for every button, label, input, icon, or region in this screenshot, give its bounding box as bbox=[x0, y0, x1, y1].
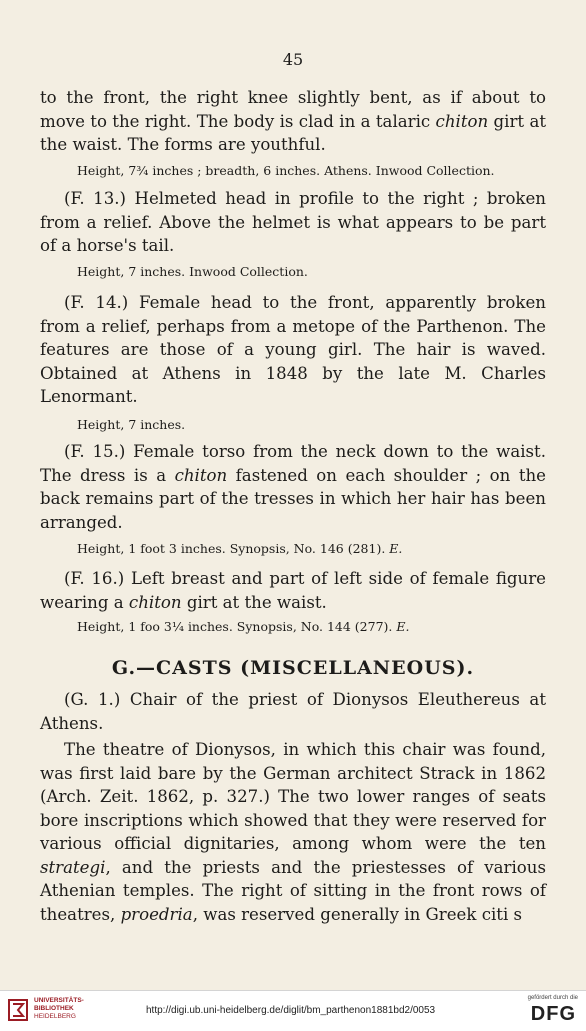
measurement-note: Height, 1 foo 3¼ inches. Synopsis, No. 144 (277). E. bbox=[77, 619, 410, 634]
page-number: 45 bbox=[282, 50, 304, 69]
viewer-footer bbox=[0, 990, 586, 1031]
measurement-note: Height, 7¾ inches ; breadth, 6 inches. Athens. Inwood Collection. bbox=[77, 163, 495, 178]
paragraph: to the front, the right knee slightly bent, as if about to move to the right. The body is clad in a talaric chiton girt at the waist. The forms are youthful. bbox=[40, 88, 547, 154]
measurement-note: Height, 1 foot 3 inches. Synopsis, No. 146 (281). E. bbox=[77, 541, 403, 556]
paragraph: (F. 14.) Female head to the front, apparently broken from a relief, perhaps from a metope of the Parthenon. The features are those of a young girl. The hair is waved. Obtained at Athens in 1848 by the late M. Charles Lenormant. bbox=[40, 293, 546, 406]
measurement-note: Height, 7 inches. Inwood Collection. bbox=[77, 264, 308, 279]
paragraph: (F. 15.) Female torso from the neck down to the waist. The dress is a chiton fastened on each shoulder ; on the back remains part of the tresses in which her hair has been arranged. bbox=[40, 442, 547, 532]
university-library-logo-icon bbox=[8, 999, 28, 1021]
measurement-note: Height, 7 inches. bbox=[77, 417, 186, 432]
paragraph: (F. 13.) Helmeted head in profile to the right ; broken from a relief. Above the helmet is what appears to be part of a horse's tail. bbox=[40, 189, 546, 255]
dfg-logo: DFG bbox=[530, 1003, 576, 1025]
sponsor-caption: gefördert durch die bbox=[527, 995, 578, 1001]
institution-name: UNIVERSITÄTS- BIBLIOTHEK HEIDELBERG bbox=[34, 997, 84, 1020]
section-heading: G.—CASTS (MISCELLANEOUS). bbox=[111, 657, 475, 679]
paragraph: (G. 1.) Chair of the priest of Dionysos Eleuthereus at Athens. bbox=[40, 690, 546, 733]
paragraph: The theatre of Dionysos, in which this chair was found, was first laid bare by the German architect Strack in 1862 (Arch. Zeit. 1862, p. 327.) The two lower ranges of seats bore inscriptions which showed that they were reserved for various official dignitaries, among whom were the ten strategi, and the priests and the priestesses of various Athenian temples. The right of sitting in the front rows of theatres, proedria, was reserved generally in Greek citi s bbox=[40, 740, 546, 924]
paragraph: (F. 16.) Left breast and part of left side of female figure wearing a chiton girt at the waist. bbox=[40, 569, 546, 612]
permalink-url[interactable]: http://digi.ub.uni-heidelberg.de/diglit/bm_parthenon1881bd2/0053 bbox=[146, 1005, 436, 1016]
